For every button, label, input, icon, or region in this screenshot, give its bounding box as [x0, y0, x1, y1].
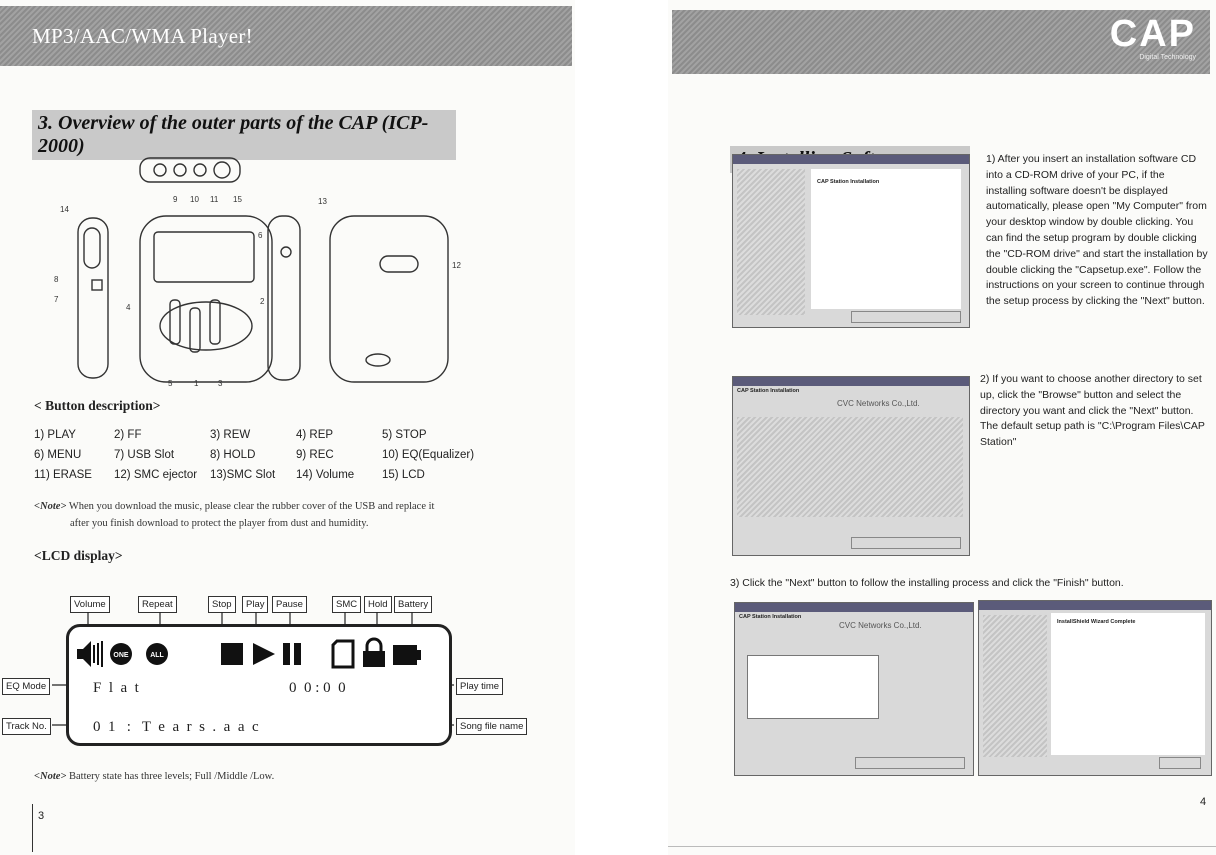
volume-icon — [77, 641, 103, 667]
note-text: Battery state has three levels; Full /Middle /Low. — [69, 771, 275, 782]
window-titlebar — [735, 603, 973, 612]
page-number: 4 — [1200, 796, 1207, 808]
lcd-label-stop: Stop — [208, 596, 236, 613]
diagram-num-14: 14 — [60, 205, 69, 214]
cap-logo — [1110, 14, 1196, 61]
install-step-3: 3) Click the "Next" button to follow the installing process and click the "Finish" button. — [730, 577, 1124, 589]
lcd-label-song-file-name: Song file name — [456, 718, 527, 735]
button-item: 1) PLAY — [34, 429, 76, 441]
button-item: 11) ERASE — [34, 469, 92, 481]
device-back-view — [330, 216, 448, 382]
note-label: <Note> — [34, 501, 67, 512]
page-bottom-rule — [668, 846, 1216, 847]
button-item: 4) REP — [296, 429, 334, 441]
window-brand: CVC Networks Co.,Ltd. — [837, 399, 920, 408]
device-front-view — [140, 216, 272, 382]
battery-icon — [393, 645, 421, 665]
button-row — [34, 465, 474, 485]
diagram-num-1: 1 — [194, 379, 199, 388]
overview-section-title: 3. Overview of the outer parts of the CAP (ICP-2000) — [32, 110, 456, 160]
diagram-num-2: 2 — [260, 297, 265, 306]
battery-note — [34, 768, 274, 785]
page-gutter — [575, 0, 668, 855]
left-header-title: MP3/AAC/WMA Player! — [32, 24, 253, 48]
button-item: 15) LCD — [382, 469, 425, 481]
left-header-band — [0, 6, 572, 66]
install-graphic — [737, 169, 805, 315]
repeat-all-icon-text: ALL — [150, 652, 164, 659]
window-button-bar[interactable] — [851, 311, 961, 323]
device-top-view — [140, 158, 240, 182]
window-brand: CVC Networks Co.,Ltd. — [839, 621, 922, 630]
window-button-bar[interactable] — [855, 757, 965, 769]
install-screenshot-1 — [732, 154, 970, 328]
button-item: 12) SMC ejector — [114, 469, 198, 481]
diagram-num-9: 9 — [173, 195, 178, 204]
device-left-side — [78, 218, 108, 378]
diagram-num-4: 4 — [126, 303, 131, 312]
button-item: 9) REC — [296, 449, 334, 461]
logo-text: CAP — [1109, 13, 1196, 55]
install-screenshot-3 — [734, 602, 974, 776]
lcd-label-play-time: Play time — [456, 678, 503, 695]
lcd-label-eq-mode: EQ Mode — [2, 678, 50, 695]
window-titlebar — [733, 155, 969, 164]
button-description-table — [34, 425, 474, 485]
button-description-heading: < Button description> — [34, 398, 161, 413]
lcd-display-heading: <LCD display> — [34, 548, 123, 563]
lcd-label-battery: Battery — [394, 596, 432, 613]
finish-button[interactable] — [1159, 757, 1201, 769]
lock-icon — [363, 639, 385, 667]
diagram-num-8: 8 — [54, 275, 59, 284]
page-rule — [32, 804, 33, 852]
install-graphic — [983, 615, 1047, 757]
diagram-num-12: 12 — [452, 261, 461, 270]
device-diagram — [40, 150, 480, 390]
left-page — [0, 0, 575, 855]
install-screenshot-4 — [978, 600, 1212, 776]
repeat-one-icon-text: ONE — [113, 652, 129, 659]
diagram-num-11: 11 — [210, 195, 219, 204]
logo-subtext: Digital Technology — [1139, 54, 1196, 61]
diagram-num-7: 7 — [54, 295, 59, 304]
lcd-label-repeat: Repeat — [138, 596, 177, 613]
window-title: CAP Station Installation — [737, 388, 800, 394]
install-text-area — [1051, 613, 1205, 755]
lcd-track-song-value: 0 1 : T e a r s . a a c — [93, 719, 259, 735]
lcd-label-smc: SMC — [332, 596, 361, 613]
button-row — [34, 445, 474, 465]
install-step-1: 1) After you insert an installation software CD into a CD-ROM drive of your PC, if the installing software doesn't be displayed automatically, please open "My Computer" from your desktop window by double clicking. You can find the setup program by double clicking the "CD-ROM drive" and start the installation by double clicking the "Capsetup.exe". Follow the instructions on your screen to continue through the setup process by clicking the "Next" button. — [986, 153, 1208, 308]
install-step-2: 2) If you want to choose another directory to set up, click the "Browse" button and select the directory you want and click the "Next" button. The default setup path is "C:\Program Files\CAP Station" — [980, 373, 1205, 449]
right-header-band — [672, 10, 1210, 74]
button-item: 5) STOP — [382, 429, 427, 441]
lcd-label-pause: Pause — [272, 596, 307, 613]
lcd-icon-row — [75, 637, 445, 671]
lcd-label-play: Play — [242, 596, 268, 613]
lcd-label-volume: Volume — [70, 596, 110, 613]
diagram-num-10: 10 — [190, 195, 199, 204]
diagram-num-6: 6 — [258, 231, 263, 240]
diagram-num-5: 5 — [168, 379, 173, 388]
button-item: 2) FF — [114, 429, 142, 441]
component-list[interactable] — [747, 655, 879, 719]
pause-icon — [283, 643, 301, 665]
button-item: 10) EQ(Equalizer) — [382, 449, 475, 461]
lcd-label-hold: Hold — [364, 596, 392, 613]
install-screenshot-2 — [732, 376, 970, 556]
window-button-bar[interactable] — [851, 537, 961, 549]
lcd-eq-mode-value: F l a t — [93, 680, 139, 696]
play-icon — [253, 643, 275, 665]
diagram-num-13: 13 — [318, 197, 327, 206]
button-item: 8) HOLD — [210, 449, 256, 461]
stop-icon — [221, 643, 243, 665]
button-item: 13)SMC Slot — [210, 469, 276, 481]
button-item: 7) USB Slot — [114, 449, 175, 461]
usb-note — [34, 498, 514, 532]
lcd-label-track-no: Track No. — [2, 718, 51, 735]
button-item: 6) MENU — [34, 449, 82, 461]
window-titlebar — [979, 601, 1211, 610]
window-titlebar — [733, 377, 969, 386]
window-body — [737, 417, 963, 517]
diagram-num-15: 15 — [233, 195, 242, 204]
window-title: CAP Station Installation — [739, 614, 802, 620]
note-text: When you download the music, please clear the rubber cover of the USB and replace it — [68, 501, 435, 512]
button-row — [34, 425, 474, 445]
lcd-play-time-value: 0 0 : 0 0 — [289, 680, 346, 696]
install-text-area — [811, 169, 961, 309]
device-right-side — [268, 216, 300, 380]
right-page — [668, 0, 1216, 855]
window-title: InstallShield Wizard Complete — [1057, 619, 1136, 625]
window-title: CAP Station Installation — [817, 179, 880, 185]
page-number: 3 — [38, 810, 45, 822]
button-item: 14) Volume — [296, 469, 355, 481]
note-text-continued: after you finish download to protect the player from dust and humidity. — [70, 518, 369, 529]
button-item: 3) REW — [210, 429, 251, 441]
note-label: <Note> — [34, 771, 67, 782]
smc-card-icon — [333, 641, 353, 667]
lcd-screen — [66, 624, 452, 746]
diagram-num-3: 3 — [218, 379, 223, 388]
